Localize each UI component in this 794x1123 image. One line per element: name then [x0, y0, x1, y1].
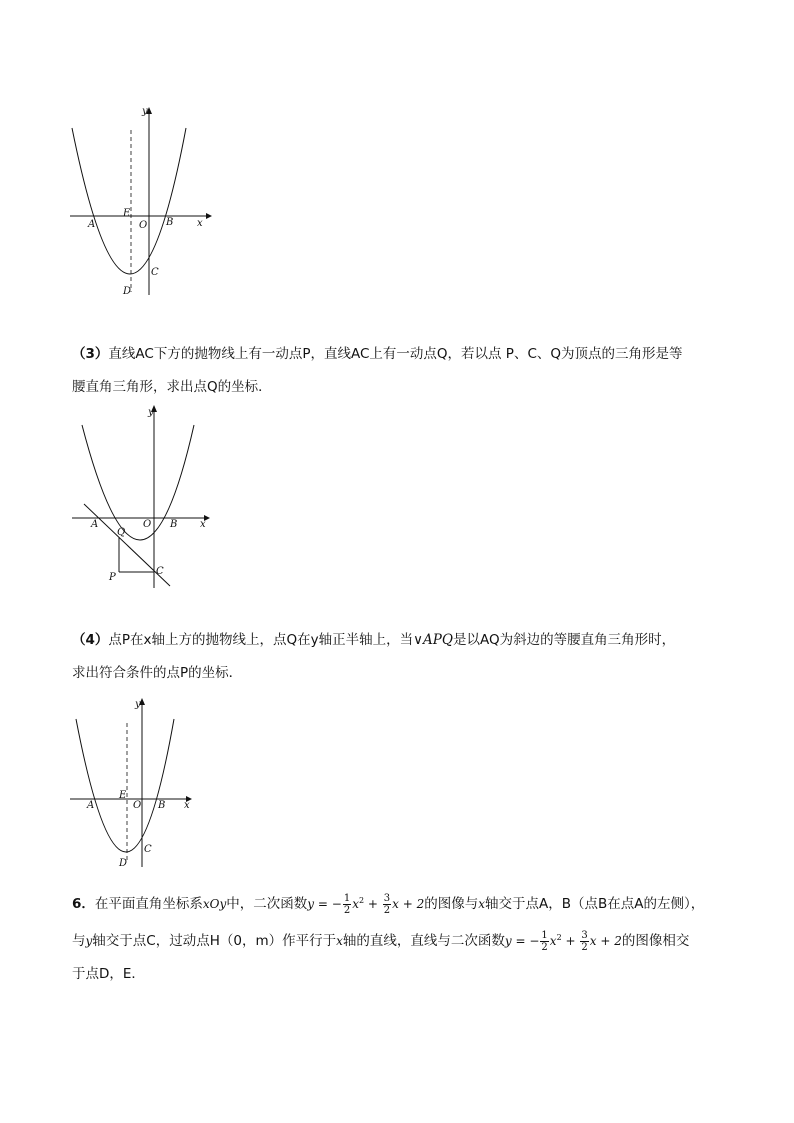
label-B: B	[158, 800, 166, 811]
fraction-3	[540, 930, 548, 953]
fraction-2-den: 2	[383, 905, 391, 916]
label-O: O	[139, 220, 148, 231]
question-6-text-2: 中，二次函数	[226, 896, 308, 912]
fraction-3-num: 1	[541, 930, 548, 941]
fraction-2	[383, 893, 391, 916]
question-4-line-2: 求出符合条件的点P的坐标．	[72, 665, 243, 681]
figure-parabola-1	[60, 100, 220, 305]
fraction-2-num: 3	[383, 893, 391, 904]
quadratic-expression: y = − $\frac{1}{2}$ $x^2$ + $\frac{3}{2}$ x + 2	[307, 893, 425, 916]
figure-parabola-2	[66, 400, 221, 595]
question-6-text-4: 轴交于点A，B（点B在点A的左侧），	[485, 896, 705, 912]
label-x: x	[184, 800, 190, 811]
x-axis-arrow	[206, 213, 212, 219]
xOy-symbol: xOy	[202, 897, 227, 911]
question-4-line-1a: 点P在x轴上方的抛物线上，点Q在y轴正半轴上，当	[108, 632, 414, 648]
y-variable: y	[85, 934, 93, 948]
eq-y: y = −	[307, 897, 342, 911]
label-D: D	[119, 858, 128, 869]
label-P: P	[109, 572, 116, 583]
label-y: y	[135, 699, 141, 710]
fraction-1-num: 1	[343, 893, 351, 904]
figure-1-svg	[60, 100, 220, 305]
label-O: O	[143, 519, 152, 530]
question-3	[72, 338, 732, 404]
eq2-plus: +	[565, 934, 576, 948]
label-E: E	[119, 790, 127, 801]
question-3-number: （3）	[72, 346, 109, 362]
question-6-line-2d: 的图像相交	[621, 933, 690, 949]
question-6-number: 6．	[72, 896, 95, 912]
x-variable: x	[478, 897, 486, 911]
triangle-APQ: ∨APQ	[413, 632, 453, 648]
question-4-number: （4）	[72, 632, 109, 648]
fraction-4	[580, 930, 588, 953]
eq-plus: +	[367, 897, 378, 911]
label-B: B	[166, 217, 174, 228]
label-y: y	[148, 407, 154, 418]
label-O: O	[133, 800, 142, 811]
fraction-1	[343, 893, 351, 916]
figure-3-svg	[62, 695, 202, 875]
question-6-line-2a: 与	[72, 933, 86, 949]
fraction-4-den: 2	[581, 942, 588, 953]
label-C: C	[144, 844, 152, 855]
question-6-text-3: 的图像与	[424, 896, 479, 912]
question-6-line-3: 于点D，E．	[72, 966, 145, 982]
question-6	[72, 884, 742, 991]
quadratic-expression-2: y = − $\frac{1}{2}$ $x^2$ + $\frac{3}{2}$ x + 2	[504, 930, 622, 953]
label-A: A	[91, 519, 99, 530]
label-Q: Q	[117, 527, 126, 538]
label-D: D	[123, 286, 132, 297]
label-C: C	[156, 566, 164, 577]
question-6-line-2b: 轴交于点C，过动点H（0，m）作平行于	[92, 933, 337, 949]
parabola	[76, 719, 174, 852]
label-x: x	[200, 519, 206, 530]
eq2-y: y = −	[504, 934, 540, 948]
label-B: B	[170, 519, 178, 530]
question-3-line-1: 直线AC下方的抛物线上有一动点P，直线AC上有一动点Q，若以点 P、C、Q为顶点的三角形是等	[108, 346, 683, 362]
label-x: x	[197, 218, 203, 229]
eq2-rest: x + 2	[589, 934, 622, 948]
fraction-4-num: 3	[581, 930, 588, 941]
question-4	[72, 624, 732, 690]
eq2-x-squared: x	[549, 934, 557, 948]
parabola	[72, 128, 186, 274]
label-A: A	[87, 800, 95, 811]
figure-parabola-3	[62, 695, 202, 875]
question-6-line-2c: 轴的直线，直线与二次函数	[342, 933, 505, 949]
question-3-line-2: 腰直角三角形，求出点Q的坐标．	[72, 379, 272, 395]
eq-x-squared: x	[352, 897, 359, 911]
label-E: E	[123, 208, 131, 219]
eq-rest: x + 2	[392, 897, 425, 911]
label-A: A	[88, 219, 96, 230]
label-C: C	[151, 267, 159, 278]
question-6-text-1: 在平面直角坐标系	[94, 896, 203, 912]
figure-2-svg	[66, 400, 221, 595]
fraction-3-den: 2	[541, 942, 548, 953]
x-variable-2: x	[336, 934, 343, 948]
fraction-1-den: 2	[343, 905, 351, 916]
question-4-line-1b: 是以AQ为斜边的等腰直角三角形时，	[452, 632, 676, 648]
label-y: y	[142, 106, 148, 117]
